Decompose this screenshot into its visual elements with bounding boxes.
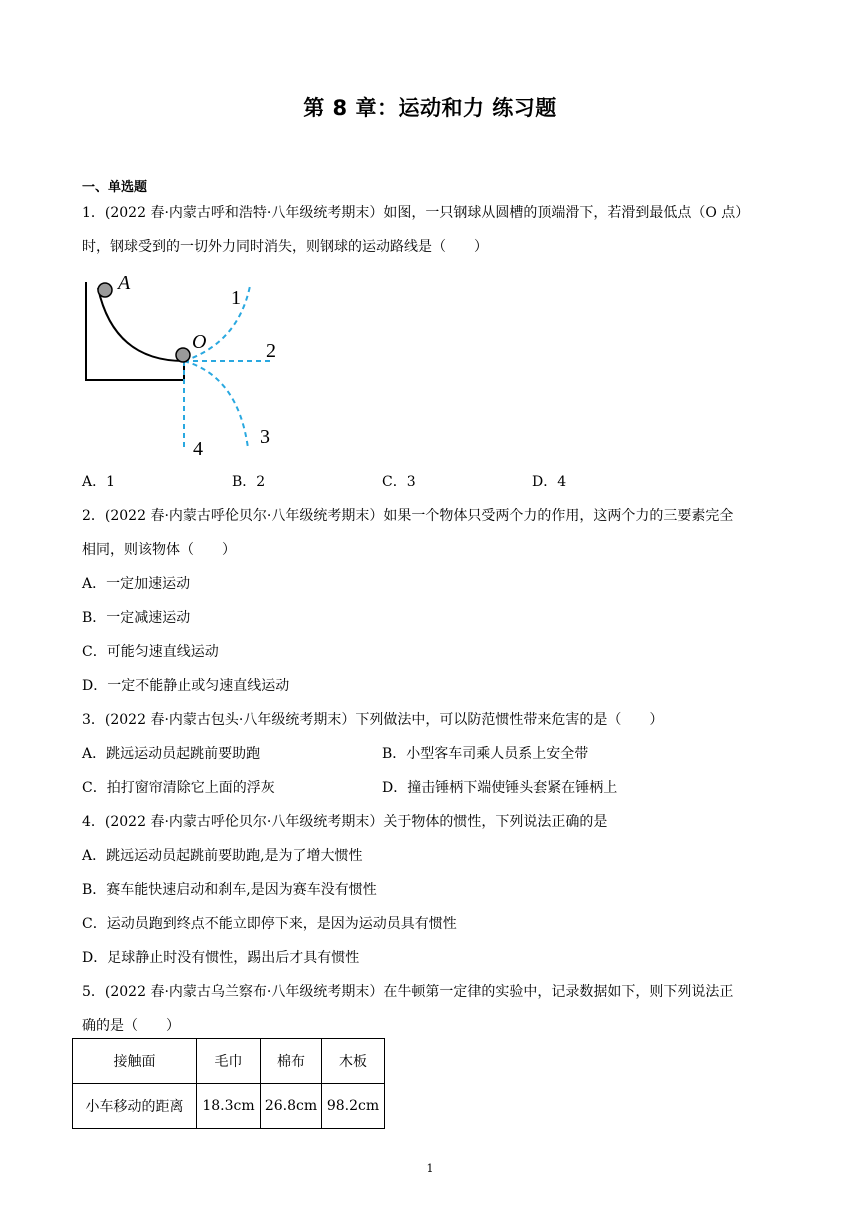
question-5-text: 5．(2022 春·内蒙古乌兰察布·八年级统考期末）在牛顿第一定律的实验中，记录数据如下，则下列说法正 [82, 984, 734, 1000]
q3-option-a[interactable]: A．跳远运动员起跳前要助跑 [82, 746, 261, 762]
question-1-text: 1．(2022 春·内蒙古呼和浩特·八年级统考期末）如图，一只钢球从圆槽的顶端滑下，若滑到最低点（O 点） [82, 205, 750, 221]
table-cell: 18.3cm [197, 1084, 261, 1129]
label-path-3: 3 [260, 426, 270, 448]
q1-option-a[interactable]: A．1 [82, 474, 116, 490]
q2-option-b[interactable]: B．一定减速运动 [82, 610, 191, 626]
table-row [73, 1084, 385, 1129]
table-header-cell: 棉布 [261, 1039, 322, 1084]
label-a: A [118, 272, 131, 294]
q2-option-d[interactable]: D．一定不能静止或匀速直线运动 [82, 678, 290, 694]
label-path-2: 2 [266, 340, 276, 362]
question-1-text-cont: 时，钢球受到的一切外力同时消失，则钢球的运动路线是（ ） [82, 239, 488, 255]
q4-option-c[interactable]: C．运动员跑到终点不能立即停下来，是因为运动员具有惯性 [82, 916, 457, 932]
ball-o [176, 348, 190, 362]
question-3-text: 3．(2022 春·内蒙古包头·八年级统考期末）下列做法中，可以防范惯性带来危害的是（ ） [82, 712, 664, 728]
q1-option-c[interactable]: C．3 [382, 474, 416, 490]
table-header-cell: 毛巾 [197, 1039, 261, 1084]
track-figure [78, 268, 298, 464]
question-2-text: 2．(2022 春·内蒙古呼伦贝尔·八年级统考期末）如果一个物体只受两个力的作用，这两个力的三要素完全 [82, 508, 734, 524]
q4-option-d[interactable]: D．足球静止时没有惯性，踢出后才具有惯性 [82, 950, 360, 966]
q3-option-d[interactable]: D．撞击锤柄下端使锤头套紧在锤柄上 [382, 780, 618, 796]
groove-outline [86, 282, 184, 380]
question-4-text: 4．(2022 春·内蒙古呼伦贝尔·八年级统考期末）关于物体的惯性，下列说法正确的是 [82, 814, 608, 830]
question-5-text-cont: 确的是（ ） [82, 1018, 180, 1034]
experiment-table [72, 1038, 385, 1129]
q2-option-a[interactable]: A．一定加速运动 [82, 576, 191, 592]
table-header-cell: 木板 [322, 1039, 385, 1084]
table-header-row [73, 1039, 385, 1084]
q4-option-a[interactable]: A．跳远运动员起跳前要助跑,是为了增大惯性 [82, 848, 363, 864]
label-path-4: 4 [193, 438, 203, 460]
table-cell: 26.8cm [261, 1084, 322, 1129]
table-header-cell: 接触面 [73, 1039, 197, 1084]
q4-option-b[interactable]: B．赛车能快速启动和刹车,是因为赛车没有惯性 [82, 882, 377, 898]
path-3-line [184, 361, 248, 448]
table-cell: 小车移动的距离 [73, 1084, 197, 1129]
ball-a [98, 283, 112, 297]
q2-option-c[interactable]: C．可能匀速直线运动 [82, 644, 219, 660]
page-number: 1 [426, 1162, 434, 1175]
q3-option-c[interactable]: C．拍打窗帘清除它上面的浮灰 [82, 780, 275, 796]
label-o: O [192, 331, 207, 353]
section-heading: 一、单选题 [82, 180, 148, 195]
q1-option-b[interactable]: B．2 [232, 474, 266, 490]
page-title: 第 8 章：运动和力 练习题 [303, 96, 557, 120]
q3-option-b[interactable]: B．小型客车司乘人员系上安全带 [382, 746, 589, 762]
table-cell: 98.2cm [322, 1084, 385, 1129]
q1-option-d[interactable]: D．4 [532, 474, 567, 490]
question-2-text-cont: 相同，则该物体（ ） [82, 542, 236, 558]
label-path-1: 1 [231, 287, 241, 309]
